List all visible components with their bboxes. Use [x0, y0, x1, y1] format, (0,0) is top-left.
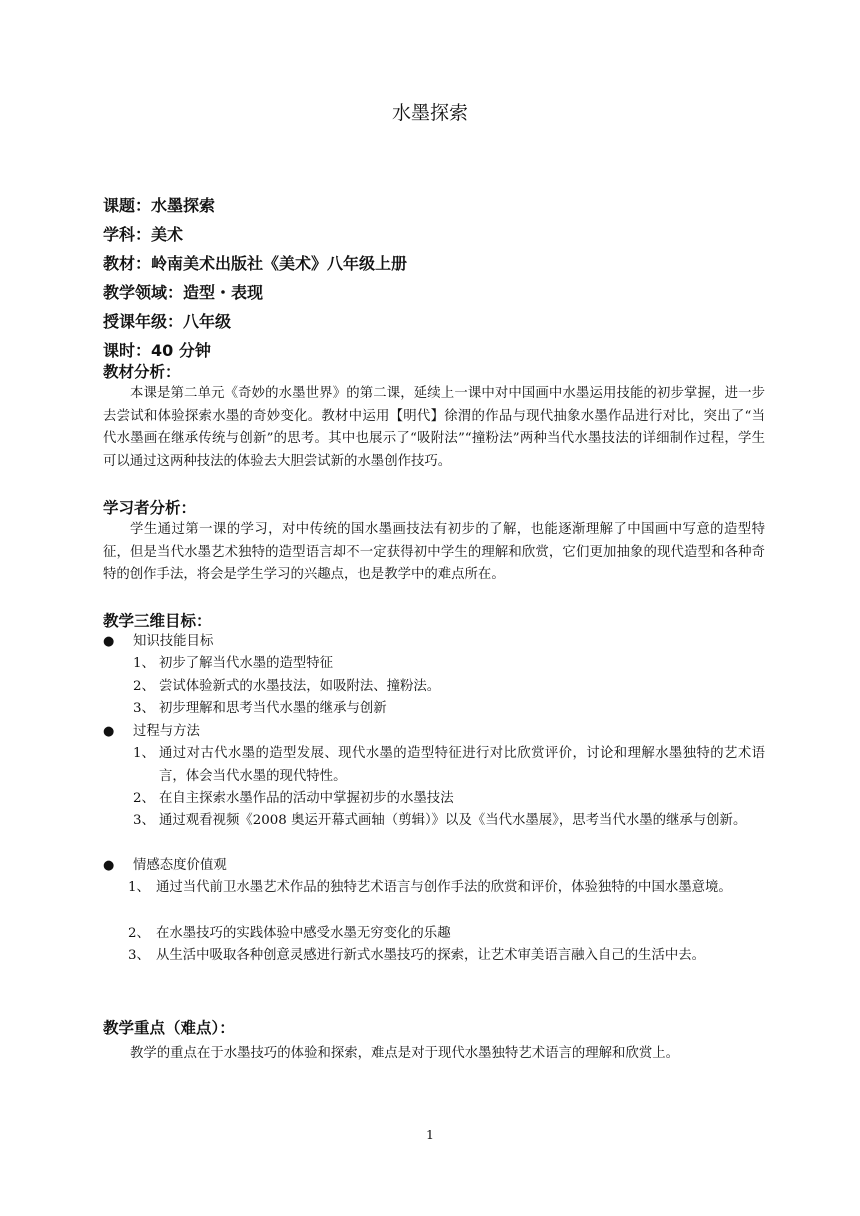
- goal-group-process: [103, 721, 200, 743]
- bullet-icon: ●: [103, 634, 115, 649]
- item-text: 从生活中吸取各种创意灵感进行新式水墨技巧的探索，让艺术审美语言融入自己的生活中去。: [156, 948, 706, 963]
- item-text: 初步理解和思考当代水墨的继承与创新: [159, 701, 387, 716]
- item-text: 尝试体验新式的水墨技法，如吸附法、撞粉法。: [159, 679, 441, 694]
- goal-group-title: 过程与方法: [133, 724, 200, 739]
- learner-analysis-body: 学生通过第一课的学习，对中传统的国水墨画技法有初步的了解，也能逐渐理解了中国画中写意的造型特征，但是当代水墨艺术独特的造型语言却不一定获得初中学生的理解和欣赏，它们更加抽象的现代造型和各种奇特的创作手法，将会是学生学习的兴趣点，也是教学中的难点所在。: [103, 522, 765, 582]
- list-item: [133, 698, 765, 721]
- list-item: [128, 877, 765, 900]
- document-title: 水墨探索: [391, 102, 468, 124]
- list-item: [133, 788, 765, 811]
- list-item: [133, 810, 765, 833]
- goal-group-title: 情感态度价值观: [133, 858, 227, 873]
- meta-textbook: 教材：岭南美术出版社《美术》八年级上册: [103, 254, 408, 273]
- item-number: 3、: [133, 813, 155, 828]
- item-text: 通过当代前卫水墨艺术作品的独特艺术语言与创作手法的欣赏和评价，体验独特的中国水墨意境。: [156, 880, 732, 895]
- item-number: 2、: [128, 926, 150, 941]
- goals-heading: 教学三维目标：: [103, 612, 212, 630]
- item-text: 初步了解当代水墨的造型特征: [159, 656, 334, 671]
- item-text: 在水墨技巧的实践体验中感受水墨无穷变化的乐趣: [156, 926, 451, 941]
- lesson-meta: [103, 191, 783, 365]
- list-item: [133, 653, 765, 676]
- page-number: 1: [426, 1127, 434, 1142]
- item-number: 1、: [128, 880, 150, 895]
- meta-domain: 教学领域：造型・表现: [103, 283, 264, 302]
- list-item: [133, 743, 765, 788]
- item-number: 2、: [133, 791, 155, 806]
- item-text: 通过观看视频《2008 奥运开幕式画轴（剪辑）》以及《当代水墨展》，思考当代水墨的继承与创新。: [159, 813, 747, 828]
- bullet-icon: ●: [103, 858, 115, 873]
- goal-group-attitude: [103, 855, 227, 877]
- item-text: 在自主探索水墨作品的活动中掌握初步的水墨技法: [159, 791, 454, 806]
- item-number: 3、: [128, 948, 150, 963]
- meta-subject: 学科：美术: [103, 225, 184, 244]
- item-number: 2、: [133, 679, 155, 694]
- key-points-body: 教学的重点在于水墨技巧的体验和探索，难点是对于现代水墨独特艺术语言的理解和欣赏上。: [130, 1046, 680, 1061]
- bullet-icon: ●: [103, 724, 115, 739]
- goal-group-knowledge: [103, 631, 213, 653]
- learner-analysis-heading: 学习者分析：: [103, 499, 197, 517]
- list-item: [128, 945, 765, 968]
- item-number: 1、: [133, 746, 155, 761]
- item-number: 3、: [133, 701, 155, 716]
- meta-grade: 授课年级：八年级: [103, 312, 232, 331]
- meta-duration: 课时：40 分钟: [103, 341, 211, 360]
- key-points-heading: 教学重点（难点）：: [103, 1019, 235, 1037]
- textbook-analysis-heading: 教材分析：: [103, 363, 181, 381]
- list-item: [128, 923, 765, 946]
- item-number: 1、: [133, 656, 155, 671]
- goal-group-title: 知识技能目标: [133, 634, 214, 649]
- item-text: 通过对古代水墨的造型发展、现代水墨的造型特征进行对比欣赏评价，讨论和理解水墨独特的艺术语言，体会当代水墨的现代特性。: [159, 746, 765, 784]
- meta-topic: 课题：水墨探索: [103, 196, 216, 215]
- list-item: [133, 676, 765, 699]
- textbook-analysis-body: 本课是第二单元《奇妙的水墨世界》的第二课，延续上一课中对中国画中水墨运用技能的初步掌握，进一步去尝试和体验探索水墨的奇妙变化。教材中运用【明代】徐渭的作品与现代抽象水墨作品进行对比，突出了“当代水墨画在继承传统与创新”的思考。其中也展示了“吸附法”“撞粉法”两种当代水墨技法的详细制作过程，学生可以通过这两种技法的体验去大胆尝试新的水墨创作技巧。: [103, 386, 765, 469]
